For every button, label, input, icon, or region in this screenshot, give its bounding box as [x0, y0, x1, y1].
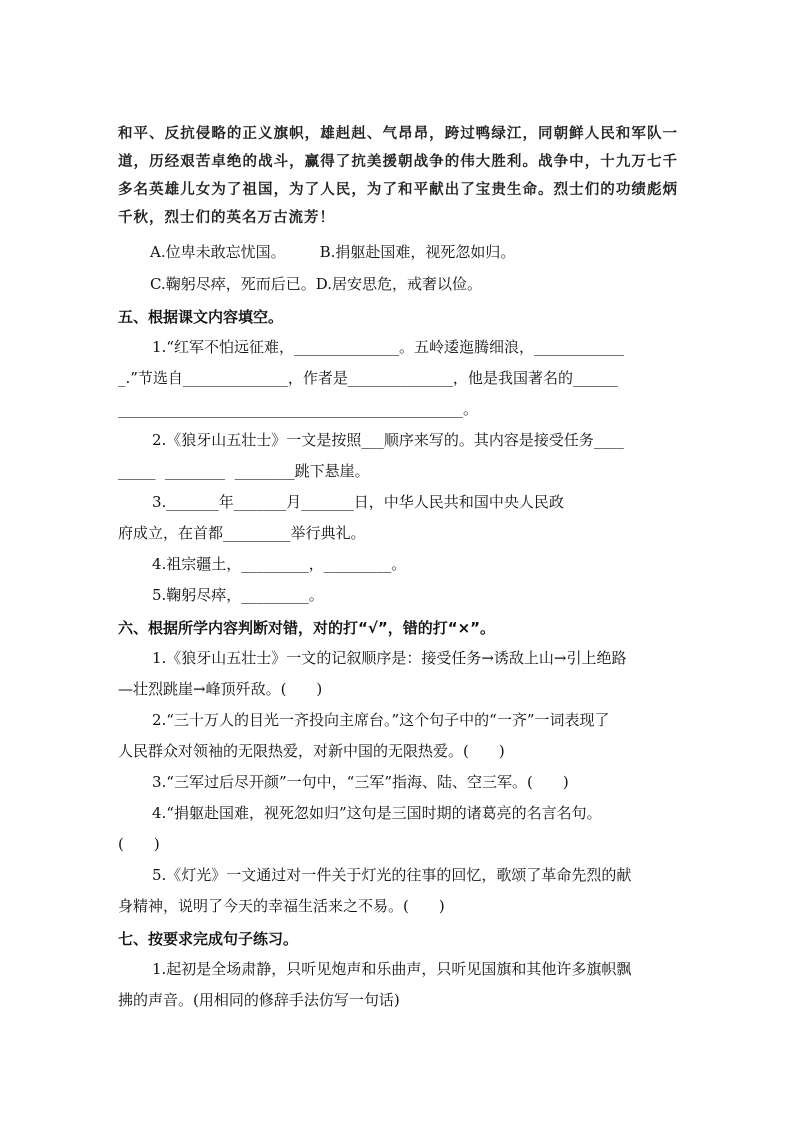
s6-q1-line1: 1.《狼牙山五壮士》一文的记叙顺序是：接受任务→诱敌上山→引上绝路 [152, 649, 627, 667]
section-7-title: 七、按要求完成句子练习。 [118, 930, 299, 948]
s7-q1-line1: 1.起初是全场肃静，只听见炮声和乐曲声，只听见国旗和其他许多旗帜飘 [152, 960, 632, 978]
s5-q3-line1[interactable]: 3._______年_______月_______日，中华人民共和国中央人民政 [152, 493, 564, 511]
s6-q3[interactable]: 3.“三军过后尽开颜”一句中，“三军”指海、陆、空三军。( ) [152, 773, 569, 791]
s6-q2-line1: 2.“三十万人的目光一齐投向主席台。”这个句子中的“一齐”一词表现了 [152, 711, 610, 729]
s6-q5-line2[interactable]: 身精神，说明了今天的幸福生活来之不易。( ) [118, 897, 445, 915]
options-row-2 [150, 268, 678, 300]
s6-q2-line2[interactable]: 人民群众对领袖的无限热爱，对新中国的无限热爱。( ) [118, 742, 505, 760]
reading-passage: 和平、反抗侵略的正义旗帜，雄赳赳、气昂昂，跨过鸭绿江，同朝鲜人民和军队一道，历经艰苦卓绝的战斗，赢得了抗美援朝战争的伟大胜利。战争中，十九万七千多名英雄儿女为了祖国，为了人民，为了和平献出了宝贵生命。烈士们的功绩彪炳千秋，烈士们的英名万古流芳！ [118, 126, 678, 226]
s5-q1-line1[interactable]: 1.“红军不怕远征难，______________。五岭逶迤腾细浪，____________ [152, 338, 624, 356]
answer-options [118, 236, 678, 300]
option-c[interactable]: C.鞠躬尽瘁，死而后已。 [150, 275, 316, 293]
s5-q1-line2[interactable]: _.”节选自______________，作者是______________，他是我国著名的______ [118, 369, 618, 387]
s6-q1-line2[interactable]: —壮烈跳崖→峰顶歼敌。( ) [118, 680, 323, 698]
s6-q5-line1: 5.《灯光》一文通过对一件关于灯光的往事的回忆，歌颂了革命先烈的献 [152, 866, 632, 884]
option-a[interactable]: A.位卑未敢忘忧国。 [150, 243, 286, 261]
s5-q4[interactable]: 4.祖宗疆土，_________，_________。 [152, 555, 407, 573]
section-5-title: 五、根据课文内容填空。 [118, 308, 284, 326]
option-b[interactable]: B.捐躯赴国难，视死忽如归。 [319, 243, 516, 261]
s6-q4-line1: 4.“捐躯赴国难，视死忽如归”这句是三国时期的诸葛亮的名言名句。 [152, 804, 602, 822]
option-d[interactable]: D.居安思危，戒奢以俭。 [315, 275, 482, 293]
options-row-1 [150, 236, 678, 268]
s5-q1-line3[interactable]: ______________________________________________。 [118, 400, 479, 418]
s5-q3-line2[interactable]: 府成立，在首都_________举行典礼。 [118, 524, 366, 542]
s5-q2-line1[interactable]: 2.《狼牙山五壮士》一文是按照___顺序来写的。其内容是接受任务____ [152, 431, 624, 449]
s6-q4-line2[interactable]: ( ) [118, 835, 160, 853]
s7-q1-line2: 拂的声音。(用相同的修辞手法仿写一句话) [118, 991, 400, 1009]
s5-q5[interactable]: 5.鞠躬尽瘁，_________。 [152, 586, 324, 604]
s5-q2-line2[interactable]: _____ ________ ________跳下悬崖。 [118, 462, 370, 480]
worksheet-content [118, 120, 678, 1016]
section-6-title: 六、根据所学内容判断对错，对的打“√”，错的打“×”。 [118, 619, 496, 637]
